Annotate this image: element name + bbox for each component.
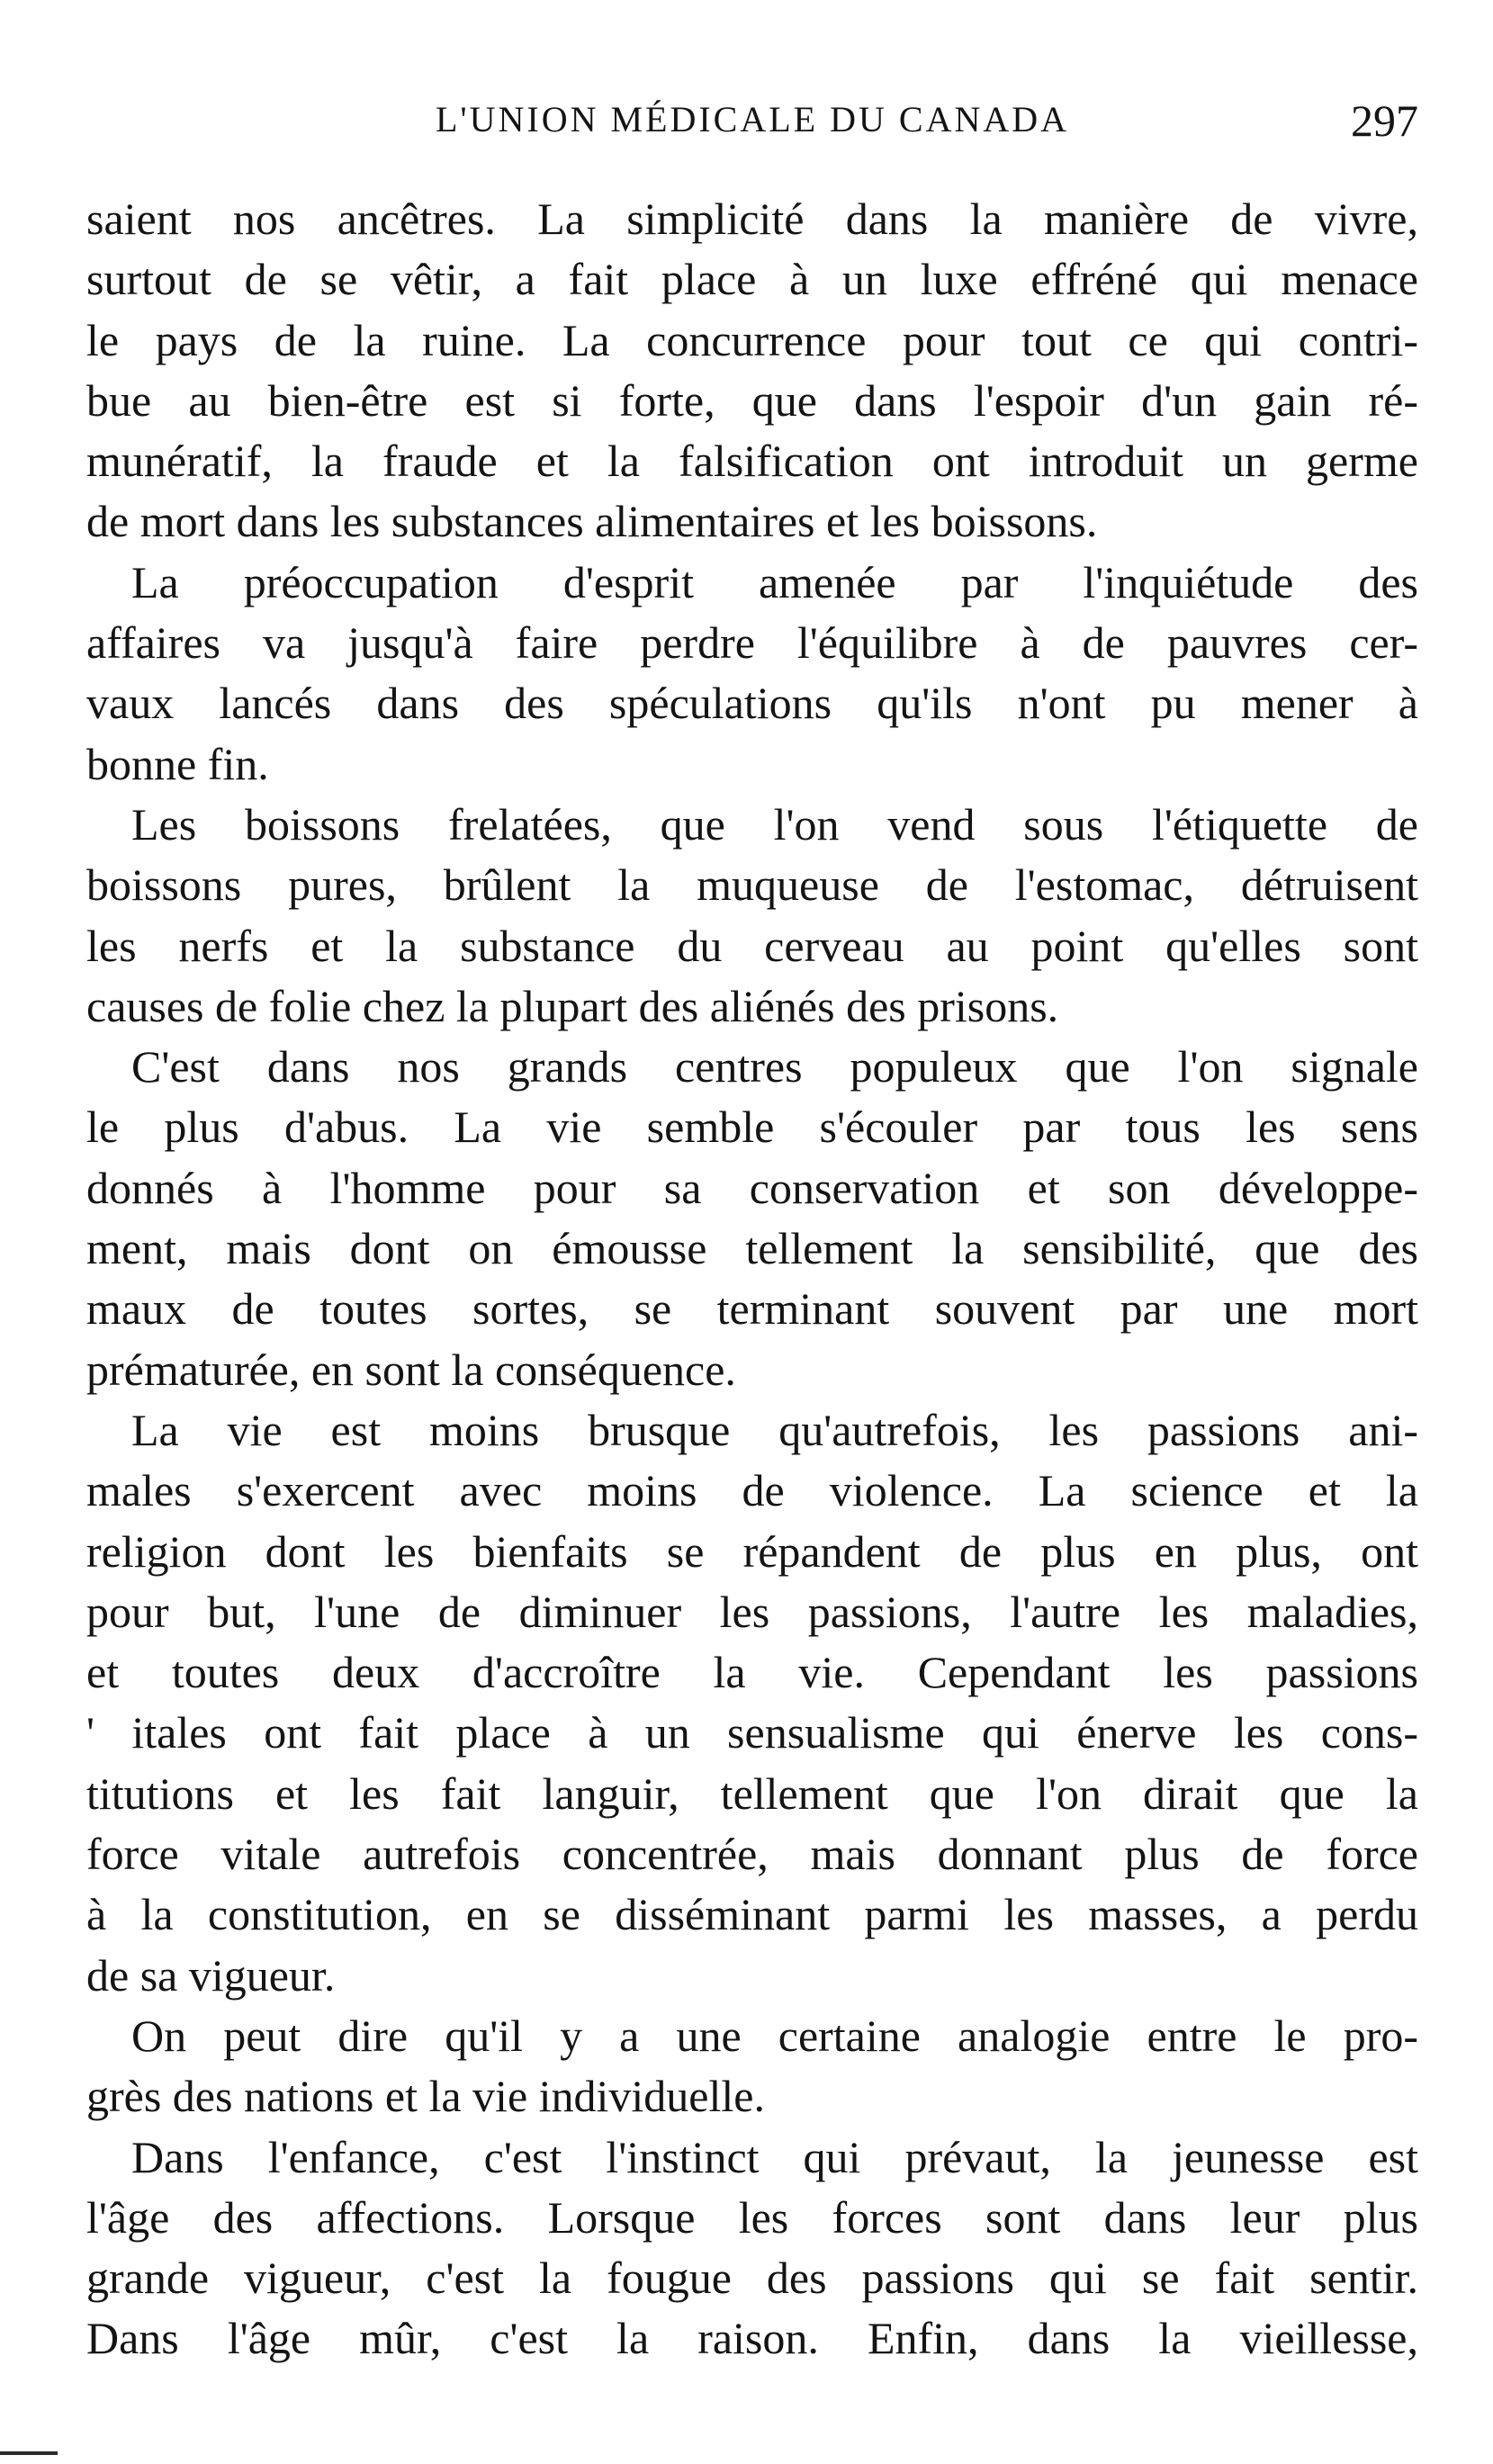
running-title: L'UNION MÉDICALE DU CANADA xyxy=(435,99,1070,139)
text-line: saient nos ancêtres. La simplicité dans la manière de vivre, xyxy=(86,193,1418,244)
text-line: affaires va jusqu'à faire perdre l'équilibre à de pauvres cer- xyxy=(86,617,1418,669)
text-line: On peut dire qu'il y a une certaine analogie entre le pro- xyxy=(131,2010,1418,2061)
text-line: pour but, l'une de diminuer les passions, l'autre les maladies, xyxy=(86,1586,1418,1637)
text-line: Dans l'enfance, c'est l'instinct qui prévaut, la jeunesse est xyxy=(131,2131,1418,2182)
text-line: et toutes deux d'accroître la vie. Cependant les passions xyxy=(86,1647,1418,1698)
text-line: grande vigueur, c'est la fougue des passions qui se fait sentir. xyxy=(86,2253,1418,2304)
text-line: le pays de la ruine. La concurrence pour tout ce qui contri- xyxy=(86,314,1418,365)
text-line: à la constitution, en se disséminant parmi les masses, a perdu xyxy=(86,1889,1418,1940)
bottom-rule xyxy=(0,2451,58,2455)
text-line: bonne fin. xyxy=(86,738,269,789)
text-line: La préoccupation d'esprit amenée par l'inquiétude des xyxy=(131,556,1418,607)
text-line: ' itales ont fait place à un sensualisme qui énerve les cons- xyxy=(86,1707,1418,1758)
text-line: religion dont les bienfaits se répandent de plus en plus, ont xyxy=(86,1525,1418,1577)
text-line: titutions et les fait languir, tellement que l'on dirait que la xyxy=(86,1767,1418,1819)
page-number: 297 xyxy=(1351,95,1418,146)
text-line: les nerfs et la substance du cerveau au point qu'elles sont xyxy=(86,920,1418,971)
text-line: surtout de se vêtir, a fait place à un luxe effréné qui menace xyxy=(86,254,1418,305)
text-line: C'est dans nos grands centres populeux que l'on signale xyxy=(131,1041,1418,1093)
text-line: le plus d'abus. La vie semble s'écouler par tous les sens xyxy=(86,1102,1418,1153)
text-line: vaux lancés dans des spéculations qu'ils n'ont pu mener à xyxy=(86,678,1418,729)
text-line: maux de toutes sortes, se terminant souvent par une mort xyxy=(86,1283,1418,1335)
text-line: ment, mais dont on émousse tellement la sensibilité, que des xyxy=(86,1223,1418,1274)
text-line: causes de folie chez la plupart des aliénés des prisons. xyxy=(86,980,1059,1031)
running-head xyxy=(86,94,1418,148)
text-line: de sa vigueur. xyxy=(86,1949,336,2001)
text-line: l'âge des affections. Lorsque les forces sont dans leur plus xyxy=(86,2191,1418,2243)
text-line: munératif, la fraude et la falsification ont introduit un germe xyxy=(86,436,1418,487)
text-line: de mort dans les substances alimentaires et les boissons. xyxy=(86,496,1098,547)
text-line: boissons pures, brûlent la muqueuse de l'estomac, détruisent xyxy=(86,859,1418,911)
text-line: Les boissons frelatées, que l'on vend sous l'étiquette de xyxy=(131,798,1418,850)
text-line: La vie est moins brusque qu'autrefois, les passions ani- xyxy=(131,1404,1418,1455)
body-text xyxy=(86,189,1418,2370)
text-line: grès des nations et la vie individuelle. xyxy=(86,2071,765,2122)
text-line: bue au bien-être est si forte, que dans l'espoir d'un gain ré- xyxy=(86,374,1418,426)
text-line: force vitale autrefois concentrée, mais donnant plus de force xyxy=(86,1829,1418,1880)
text-line: Dans l'âge mûr, c'est la raison. Enfin, dans la vieillesse, xyxy=(86,2313,1418,2364)
text-line: donnés à l'homme pour sa conservation et son développe- xyxy=(86,1162,1418,1213)
text-line: prématurée, en sont la conséquence. xyxy=(86,1344,736,1395)
text-line: males s'exercent avec moins de violence. La science et la xyxy=(86,1465,1418,1516)
